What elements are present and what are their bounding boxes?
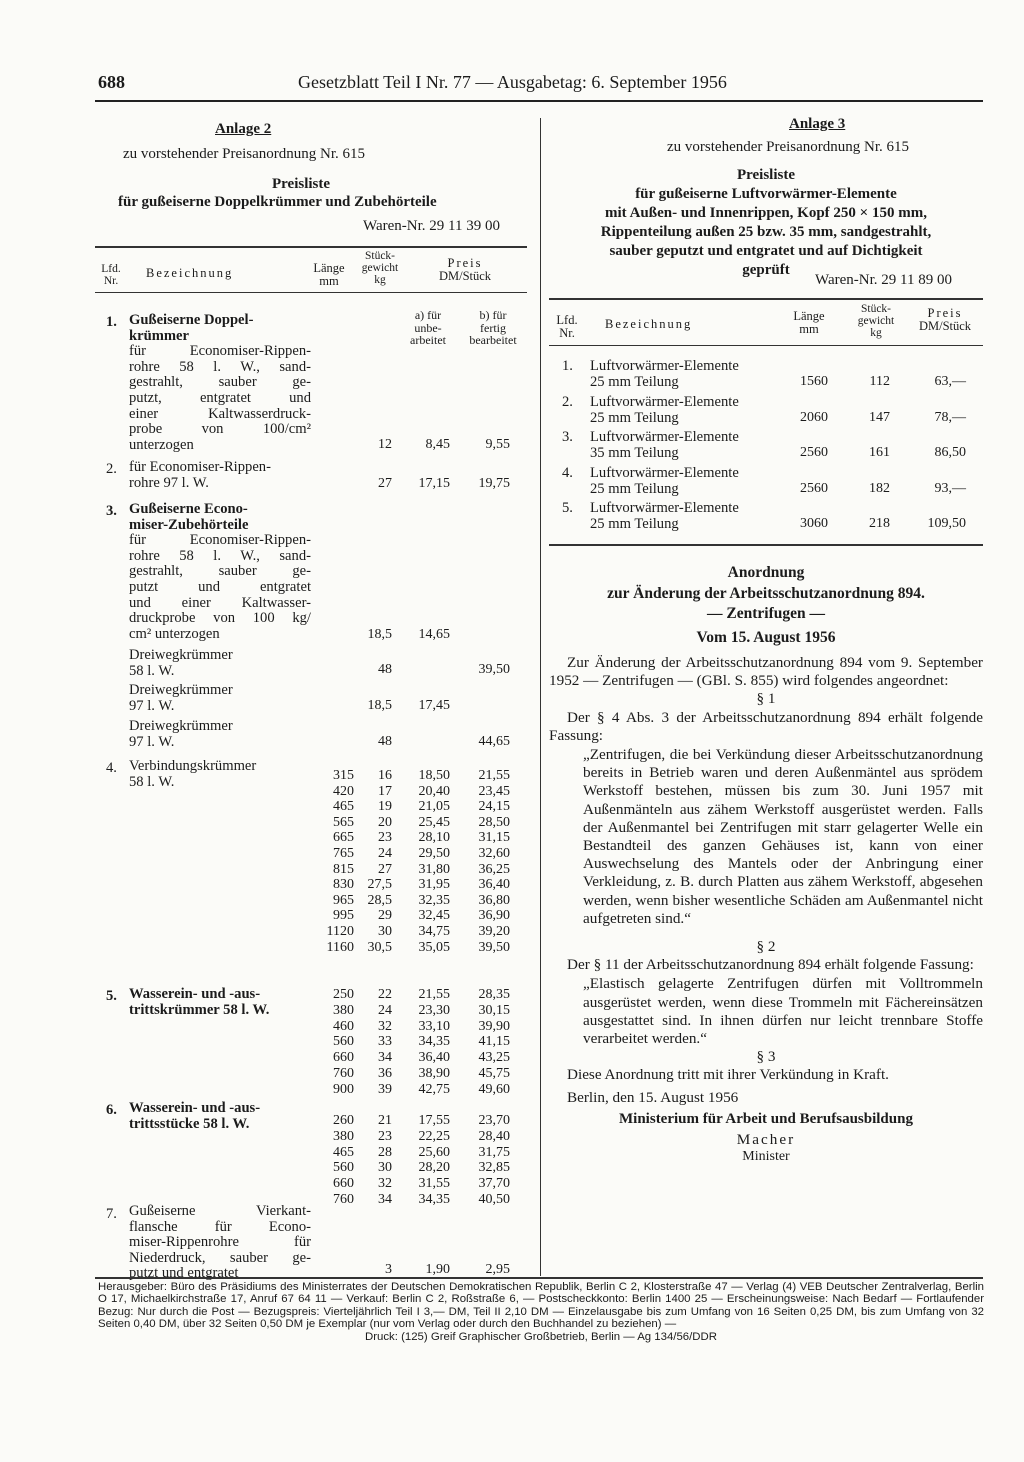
table-cell: 32 (378, 1018, 392, 1034)
impressum-text: Herausgeber: Büro des Präsidiums des Ministerrates der Deutschen Demokratischen Republik, Berlin C 2, Klosterstraße 47 — Verlag (4) VEB Deutscher Zentralverlag, Berlin O 17, Michaelkirchstraße 17, Anruf 67 64 11 — Verkauf: Berlin C 2, Roßstraße 6, — Postscheckkonto: Berlin 1400 25 — Erscheinungsweise: Nach Bedarf — Fortlaufender Bezug: Nur durch die Post — Bezugspreis: Vierteljährlich Teil I 3,— DM, Teil II 2,10 DM — Einzelausgabe bis zum Umfang von 16 Seiten 0,25 DM, bis zum Umfang von 32 Seiten 0,40 DM, über 32 Seiten 0,50 DM je Exemplar (nur vom Verlag oder durch den Buchhandel zu beziehen) — (98, 1281, 984, 1331)
item2-preis-b: 19,75 (478, 476, 510, 491)
table-cell: 32 (378, 1176, 392, 1192)
table-cell: 20 (378, 814, 392, 830)
table-cell: 21 (378, 1113, 392, 1128)
a3-col-bezeichnung-header: Bezeichnung (605, 317, 693, 331)
table-cell: 45,75 (478, 1066, 510, 1081)
ministry-name: Ministerium für Arbeit und Berufsausbildung (619, 1110, 913, 1127)
anlage3-table-top-rule (549, 298, 983, 300)
row-preis: 93,— (934, 480, 966, 496)
signer-name: Macher (736, 1131, 796, 1149)
item7-description: Gußeiserne Vierkant- flansche für Econo- miser-Rippenrohre für Niederdruck, sauber ge- putzt und entgratet (129, 1203, 311, 1282)
paragraph-1-heading: § 1 (756, 690, 776, 708)
table-cell: 37,70 (478, 1176, 510, 1192)
table-cell: 39,20 (478, 924, 510, 939)
anlage3-table-header-rule (549, 345, 983, 346)
table-cell: 23,70 (478, 1113, 510, 1128)
table-cell: 25,45 (418, 814, 450, 830)
row-description: Luftvorwärmer-Elemente (590, 393, 739, 410)
table-cell: 22 (378, 987, 392, 1002)
place-date: Berlin, den 15. August 1956 (567, 1088, 739, 1106)
table-cell: 49,60 (478, 1081, 510, 1097)
table-cell: 260 (333, 1113, 354, 1128)
row-number: 1. (562, 358, 573, 374)
table-cell: 995 (333, 908, 354, 924)
item2-gewicht: 27 (378, 476, 392, 491)
row-gewicht: 161 (869, 445, 890, 460)
table-cell: 465 (333, 1144, 354, 1160)
table-cell: 31,55 (418, 1176, 450, 1192)
table-cell: 30 (378, 1160, 392, 1176)
table-cell: 1120 (326, 924, 354, 939)
impressum-druck: Druck: (125) Greif Graphischer Großbetrieb, Berlin — Ag 134/56/DDR (365, 1330, 717, 1343)
table-cell: 40,50 (478, 1192, 510, 1207)
a3-col-preis-header: Preis DM/Stück (918, 306, 972, 333)
paragraph-2-heading: § 2 (756, 938, 776, 956)
table-cell: 17,55 (418, 1113, 450, 1128)
dreiweg3-gewicht: 48 (378, 734, 392, 749)
table-cell: 315 (333, 768, 354, 783)
table-cell: 35,05 (418, 939, 450, 955)
row-description: 25 mm Teilung (590, 480, 679, 497)
item2-preis-a: 17,15 (418, 476, 450, 491)
table-cell: 31,95 (418, 877, 450, 893)
table-cell: 29,50 (418, 846, 450, 861)
page-header-title: Gesetzblatt Teil I Nr. 77 — Ausgabetag: 6. September 1956 (298, 72, 727, 92)
item7-gewicht: 3 (385, 1262, 392, 1277)
column-divider (540, 118, 541, 1276)
table-cell: 565 (333, 814, 354, 830)
item3-number: 3. (106, 503, 117, 519)
table-top-rule (95, 246, 527, 248)
a3-col-gewicht-header: Stück- gewicht kg (857, 303, 895, 339)
col-bezeichnung-header: Bezeichnung (146, 266, 234, 280)
table-cell: 32,35 (418, 892, 450, 908)
col-laenge-header: Länge mm (313, 261, 345, 288)
anordnung-title: Anordnung zur Änderung der Arbeitsschutzanordnung 894. — Zentrifugen — (607, 564, 925, 622)
item7-number: 7. (106, 1206, 117, 1222)
item6-number: 6. (106, 1102, 117, 1118)
table-cell: 33 (378, 1034, 392, 1050)
paragraph-1-quote: „Zentrifugen, die bei Verkündung dieser Arbeitsschutzanordnung bereits in Betrieb waren und deren Außenmäntel aus sprödem Werkstoff bestehen, müssen bis zum 30. Juni 1957 mit Außenmänteln aus zähem Werkstoff ausgerüstet werden. Falls der Außenmantel bei Zentrifugen mit starr gelagerter Welle ein Bestandteil des ganzen Gehäuses ist, kann von einer Auswechselung des Mantels oder der Anbringung einer Verkleidung, z. B. durch Platten aus zähem Werkstoff, abgesehen werden, wenn bisher wesentliche Schäden am Außenmantel nicht aufgetreten sind.“ (583, 746, 983, 927)
table-cell: 660 (333, 1050, 354, 1066)
anlage2-waren-nr: Waren-Nr. 29 11 39 00 (363, 218, 500, 234)
table-cell: 23 (378, 830, 392, 846)
dreiweg3-preis-b: 44,65 (478, 734, 510, 749)
row-description: Luftvorwärmer-Elemente (590, 464, 739, 481)
table-cell: 465 (333, 799, 354, 815)
paragraph-3-heading: § 3 (756, 1048, 776, 1066)
anordnung-intro: Zur Änderung der Arbeitsschutzanordnung 894 vom 9. September 1952 — Zentrifugen — (GBl. S. 855) wird folgendes angeordnet: (549, 654, 983, 690)
item1-preis-a: 8,45 (425, 437, 450, 452)
table-cell: 25,60 (418, 1144, 450, 1160)
table-cell: 27 (378, 861, 392, 877)
table-cell: 39 (378, 1081, 392, 1097)
table-cell: 39,90 (478, 1018, 510, 1034)
item1-description: Gußeiserne Doppel- krümmer für Economiser-Rippen- rohre 58 l. W., sand- gestrahlt, sauber ge- putzt, entgratet und einer Kaltwasserdruck- probe von 100/cm² unterzogen (129, 312, 311, 453)
item1-gewicht: 12 (378, 437, 392, 452)
paragraph-1-text: Der § 4 Abs. 3 der Arbeitsschutzanordnung 894 erhält folgende Fassung: (549, 708, 983, 744)
table-cell: 43,25 (478, 1050, 510, 1066)
table-cell: 23,45 (478, 783, 510, 799)
table-cell: 24,15 (478, 799, 510, 815)
table-cell: 20,40 (418, 783, 450, 799)
row-preis: 109,50 (927, 516, 966, 531)
anordnung-body (549, 654, 983, 1165)
row-laenge: 2560 (800, 480, 828, 496)
table-cell: 965 (333, 892, 354, 908)
table-cell: 36,80 (478, 892, 510, 908)
dreiweg1-preis-b: 39,50 (478, 662, 510, 677)
table-cell: 815 (333, 861, 354, 877)
row-description: 25 mm Teilung (590, 374, 679, 390)
row-laenge: 2060 (800, 409, 828, 425)
anlage3-waren-nr: Waren-Nr. 29 11 89 00 (815, 272, 952, 288)
col-gewicht-header: Stück- gewicht kg (361, 250, 399, 286)
table-cell: 36,25 (478, 861, 510, 877)
header-rule (95, 100, 983, 102)
table-cell: 380 (333, 1128, 354, 1144)
item1-number: 1. (106, 314, 117, 330)
table-cell: 28,35 (478, 987, 510, 1002)
footer-rule (95, 1277, 983, 1279)
table-cell: 36,90 (478, 908, 510, 924)
dreiweg1-gewicht: 48 (378, 662, 392, 677)
item3-gewicht: 18,5 (367, 627, 392, 642)
table-cell: 27,5 (367, 877, 392, 893)
table-cell: 900 (333, 1081, 354, 1097)
dreiweg1-description: Dreiwegkrümmer 58 l. W. (129, 647, 233, 679)
item6-description: Wasserein- und -aus- trittsstücke 58 l. W. (129, 1100, 261, 1132)
item5-description: Wasserein- und -aus- trittskrümmer 58 l. W. (129, 986, 270, 1018)
a3-col-laenge-header: Länge mm (793, 309, 825, 336)
table-cell: 34,75 (418, 924, 450, 939)
row-number: 3. (562, 429, 573, 445)
table-cell: 32,85 (478, 1160, 510, 1176)
table-cell: 665 (333, 830, 354, 846)
item4-number: 4. (106, 760, 117, 776)
table-cell: 660 (333, 1176, 354, 1192)
paragraph-2-text: Der § 11 der Arbeitsschutzanordnung 894 erhält folgende Fassung: (567, 956, 974, 974)
a3-col-lfd-header: Lfd. Nr. (556, 313, 578, 340)
table-cell: 28 (378, 1144, 392, 1160)
row-gewicht: 112 (869, 374, 890, 389)
table-cell: 36 (378, 1066, 392, 1081)
dreiweg3-description: Dreiwegkrümmer 97 l. W. (129, 718, 233, 750)
row-description: Luftvorwärmer-Elemente (590, 358, 739, 374)
table-cell: 23 (378, 1128, 392, 1144)
table-cell: 22,25 (418, 1128, 450, 1144)
row-laenge: 1560 (800, 374, 828, 389)
table-cell: 28,5 (367, 892, 392, 908)
table-cell: 21,55 (418, 987, 450, 1002)
row-description: 35 mm Teilung (590, 445, 679, 461)
anlage2-title: Anlage 2 (215, 121, 272, 137)
table-cell: 765 (333, 846, 354, 861)
item1-preis-b: 9,55 (485, 437, 510, 452)
table-cell: 34 (378, 1050, 392, 1066)
table-cell: 17 (378, 783, 392, 799)
row-preis: 86,50 (934, 445, 966, 460)
table-cell: 23,30 (418, 1002, 450, 1018)
table-cell: 30 (378, 924, 392, 939)
table-cell: 760 (333, 1192, 354, 1207)
item7-preis-b: 2,95 (485, 1262, 510, 1277)
row-number: 2. (562, 393, 573, 410)
table-cell: 36,40 (418, 1050, 450, 1066)
row-description: Luftvorwärmer-Elemente (590, 500, 739, 516)
item2-number: 2. (106, 461, 117, 477)
row-gewicht: 147 (869, 409, 890, 425)
table-cell: 31,75 (478, 1144, 510, 1160)
table-cell: 19 (378, 799, 392, 815)
anlage2-subtitle: zu vorstehender Preisanordnung Nr. 615 (123, 146, 366, 162)
col-lfd-header: Lfd. Nr. (101, 263, 121, 287)
impressum (98, 1281, 984, 1343)
row-gewicht: 218 (869, 516, 890, 531)
anlage3-title: Anlage 3 (789, 116, 846, 132)
table-cell: 28,50 (478, 814, 510, 830)
table-cell: 24 (378, 846, 392, 861)
anlage3-subtitle: zu vorstehender Preisanordnung Nr. 615 (667, 139, 910, 155)
anordnung-date: Vom 15. August 1956 (696, 629, 836, 646)
table-cell: 34,35 (418, 1192, 450, 1207)
row-gewicht: 182 (869, 480, 890, 496)
row-number: 4. (562, 464, 573, 481)
row-description: 25 mm Teilung (590, 516, 679, 532)
anlage3-heading: Preisliste für gußeiserne Luftvorwärmer-Elemente mit Außen- und Innenrippen, Kopf 250 × 150 mm, Rippenteilung außen 25 bzw. 35 mm, sandgestrahlt, sauber geputzt und entgratet und auf Dichtigkeit geprüft (600, 167, 932, 278)
table-cell: 33,10 (418, 1018, 450, 1034)
table-cell: 34 (378, 1192, 392, 1207)
table-cell: 32,60 (478, 846, 510, 861)
anlage2-heading-2: für gußeiserne Doppelkrümmer und Zubehörteile (118, 194, 437, 210)
sub-header-b: b) für fertig bearbeitet (469, 308, 517, 347)
table-cell: 34,35 (418, 1034, 450, 1050)
table-cell: 560 (333, 1034, 354, 1050)
table-cell: 380 (333, 1002, 354, 1018)
item7-preis-a: 1,90 (425, 1262, 450, 1277)
table-cell: 250 (333, 987, 354, 1002)
row-description: Luftvorwärmer-Elemente (590, 429, 739, 445)
table-cell: 21,05 (418, 799, 450, 815)
sub-header-a: a) für unbe- arbeitet (410, 308, 446, 347)
row-preis: 63,— (934, 374, 966, 389)
table-cell: 420 (333, 783, 354, 799)
table-cell: 24 (378, 1002, 392, 1018)
row-description: 25 mm Teilung (590, 409, 679, 426)
anlage2-heading: Preisliste (272, 176, 331, 192)
table-cell: 36,40 (478, 877, 510, 893)
table-cell: 18,50 (418, 768, 450, 783)
item3-description: Gußeiserne Econo- miser-Zubehörteile für Economiser-Rippen- rohre 58 l. W., sand- gestrahlt, sauber ge- putzt und entgratet und einer Kaltwasser- druckprobe von 100 kg/ cm² unterzogen (129, 501, 311, 642)
anlage3-table-bottom-rule (549, 544, 983, 546)
table-header-rule (95, 292, 527, 293)
page-number: 688 (98, 72, 125, 92)
table-cell: 830 (333, 877, 354, 893)
item4-description: Verbindungskrümmer 58 l. W. (129, 758, 257, 790)
paragraph-3-text: Diese Anordnung tritt mit ihrer Verkündung in Kraft. (567, 1066, 889, 1084)
table-cell: 28,20 (418, 1160, 450, 1176)
table-cell: 29 (378, 908, 392, 924)
table-cell: 30,5 (367, 939, 392, 955)
table-cell: 16 (378, 768, 392, 783)
table-cell: 38,90 (418, 1066, 450, 1081)
table-cell: 760 (333, 1066, 354, 1081)
dreiweg2-description: Dreiwegkrümmer 97 l. W. (129, 682, 233, 714)
table-cell: 41,15 (478, 1034, 510, 1050)
table-cell: 28,10 (418, 830, 450, 846)
row-number: 5. (562, 500, 573, 516)
table-cell: 1160 (326, 939, 354, 955)
table-cell: 560 (333, 1160, 354, 1176)
table-cell: 30,15 (478, 1002, 510, 1018)
paragraph-2-quote: „Elastisch gelagerte Zentrifugen dürfen mit Volltrommeln ausgerüstet werden, wenn diese Trommeln mit Fächereinsätzen ausgestattet sind. In ihnen dürfen nur leicht trennbare Stoffe verarbeitet werden.“ (583, 975, 983, 1048)
signer-title: Minister (742, 1149, 790, 1165)
row-laenge: 3060 (800, 516, 828, 531)
dreiweg2-preis-a: 17,45 (418, 698, 450, 713)
table-cell: 28,40 (478, 1128, 510, 1144)
table-cell: 31,15 (478, 830, 510, 846)
item2-description: für Economiser-Rippen- rohre 97 l. W. (129, 459, 271, 491)
table-cell: 39,50 (478, 939, 510, 955)
row-preis: 78,— (934, 409, 966, 425)
item3-preis-a: 14,65 (418, 627, 450, 642)
item5-number: 5. (106, 988, 117, 1004)
table-cell: 32,45 (418, 908, 450, 924)
col-preis-header: Preis DM/Stück (438, 256, 492, 283)
row-laenge: 2560 (800, 445, 828, 460)
table-cell: 42,75 (418, 1081, 450, 1097)
table-cell: 31,80 (418, 861, 450, 877)
table-cell: 21,55 (478, 768, 510, 783)
table-cell: 460 (333, 1018, 354, 1034)
dreiweg2-gewicht: 18,5 (367, 698, 392, 713)
